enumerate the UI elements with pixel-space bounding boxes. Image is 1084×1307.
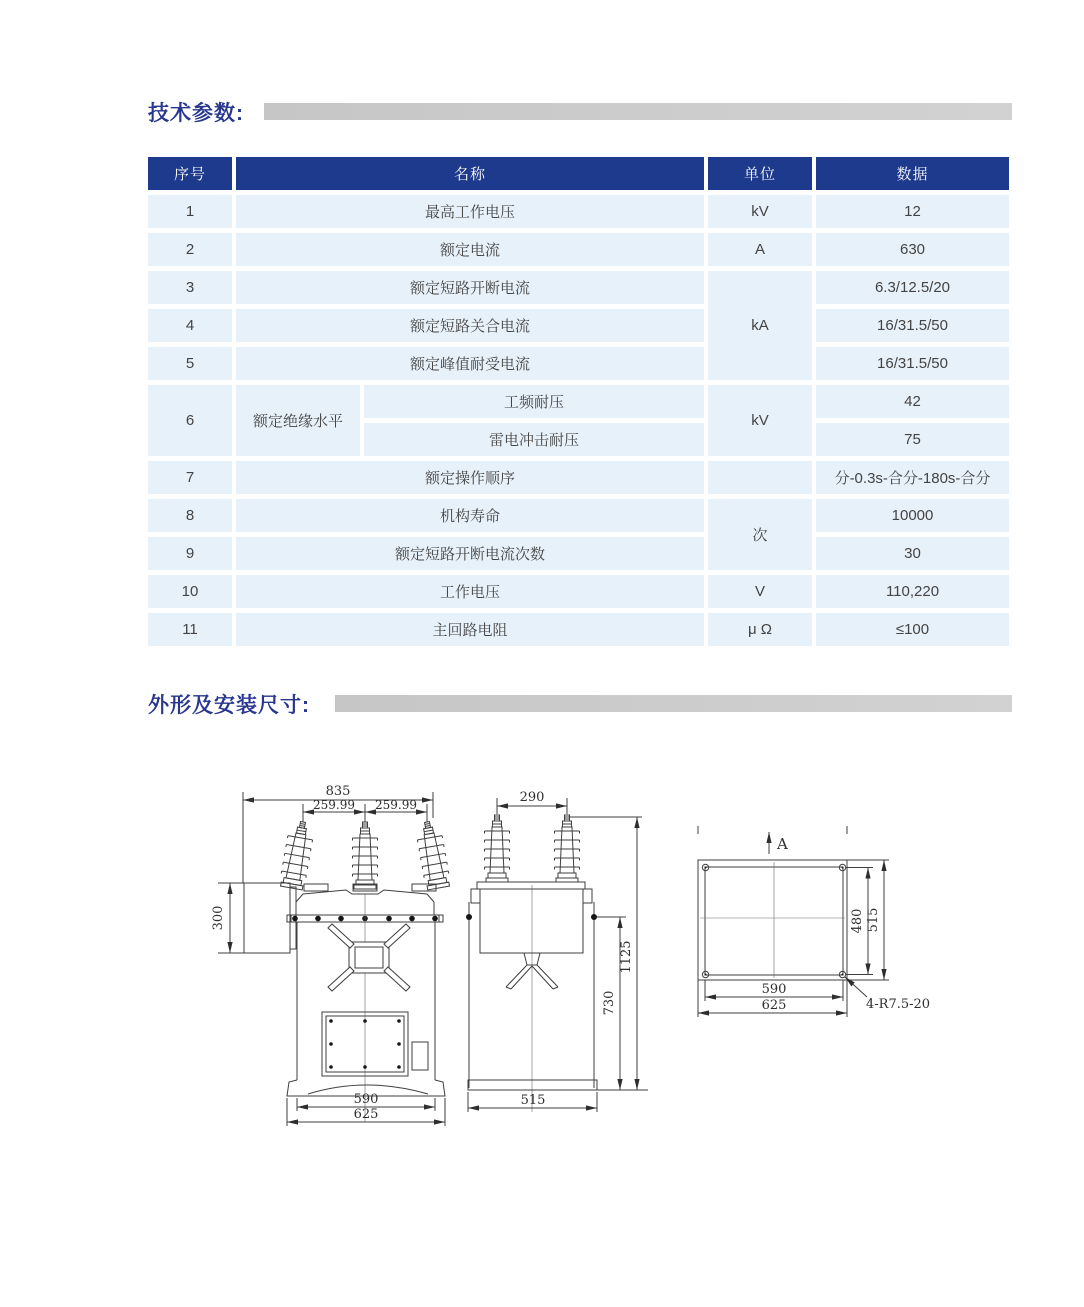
- dim-front-base-outer: 625: [353, 1107, 379, 1122]
- cell-no: 5: [148, 347, 232, 380]
- dim-bottom-hole-width: 590: [761, 982, 787, 997]
- dimension-drawings: [150, 770, 1030, 1160]
- mounting-plate-outer: [698, 860, 847, 980]
- cell-data: 12: [816, 195, 1009, 228]
- cell-unit: μ Ω: [708, 613, 812, 646]
- dim-side-total-height: 1125: [619, 940, 634, 974]
- cell-data: 110,220: [816, 575, 1009, 608]
- dim-bottom-plate-depth: 515: [866, 907, 881, 933]
- cell-sub-name: 雷电冲击耐压: [364, 423, 704, 456]
- section-title-technical-params: 技术参数:: [148, 102, 244, 125]
- cell-name: 额定短路开断电流次数: [236, 537, 704, 570]
- bushing-side-front: [485, 815, 510, 882]
- side-base: [468, 1080, 597, 1090]
- bottom-view: [698, 826, 930, 1017]
- cell-data: 16/31.5/50: [816, 309, 1009, 342]
- cell-no: 2: [148, 233, 232, 266]
- dim-front-base-inner: 590: [353, 1092, 379, 1107]
- side-view: [466, 790, 648, 1112]
- cell-data: 6.3/12.5/20: [816, 271, 1009, 304]
- dim-front-phase-spacing-left: 259.99: [313, 798, 355, 812]
- cell-data: 16/31.5/50: [816, 347, 1009, 380]
- section-label-a: A: [777, 835, 788, 853]
- cell-data: 75: [816, 423, 1009, 456]
- front-view: [211, 784, 451, 1126]
- cell-data: 分-0.3s-合分-180s-合分: [816, 461, 1009, 494]
- cell-data: 630: [816, 233, 1009, 266]
- dim-bottom-hole-depth: 480: [850, 908, 865, 934]
- cell-no: 9: [148, 537, 232, 570]
- hole-note-label: 4-R7.5-20: [866, 997, 931, 1012]
- dim-front-phase-spacing-right: 259.99: [375, 798, 417, 812]
- cell-name: 最高工作电压: [236, 195, 704, 228]
- cell-unit: V: [708, 575, 812, 608]
- cell-data: 30: [816, 537, 1009, 570]
- cell-group-name: 额定绝缘水平: [236, 385, 360, 456]
- bushing-left: [279, 820, 315, 890]
- cell-no: 3: [148, 271, 232, 304]
- dim-side-bushing-spacing: 290: [519, 790, 545, 805]
- bushing-right: [415, 820, 451, 890]
- cell-no: 8: [148, 499, 232, 532]
- cell-data: 10000: [816, 499, 1009, 532]
- technical-parameters-table: [148, 157, 1009, 646]
- bushing-middle: [353, 822, 378, 889]
- section-bar-decoration: [335, 695, 1012, 712]
- cell-sub-name: 工频耐压: [364, 385, 704, 418]
- cell-no: 11: [148, 613, 232, 646]
- cell-no: 10: [148, 575, 232, 608]
- cell-unit-merged-ci: 次: [708, 499, 812, 570]
- cell-no: 1: [148, 195, 232, 228]
- section-title-dimensions: 外形及安装尺寸:: [148, 694, 310, 717]
- control-box: [244, 883, 290, 953]
- dim-front-overall-width: 835: [325, 784, 351, 799]
- cell-name: 主回路电阻: [236, 613, 704, 646]
- cell-no: 6: [148, 385, 232, 456]
- col-header-name: 名称: [236, 157, 704, 190]
- cell-unit-merged-kv: kV: [708, 385, 812, 456]
- cell-data: ≤100: [816, 613, 1009, 646]
- cell-no: 7: [148, 461, 232, 494]
- cell-name: 额定短路开断电流: [236, 271, 704, 304]
- cell-name: 额定峰值耐受电流: [236, 347, 704, 380]
- x-brace: [328, 924, 410, 991]
- cell-no: 4: [148, 309, 232, 342]
- cell-data: 42: [816, 385, 1009, 418]
- dim-side-base-depth: 515: [520, 1093, 546, 1108]
- cell-name: 额定操作顺序: [236, 461, 704, 494]
- nameplate: [412, 1042, 428, 1070]
- cell-name: 额定短路关合电流: [236, 309, 704, 342]
- cell-unit-empty: [708, 461, 812, 494]
- cell-unit-merged-ka: kA: [708, 271, 812, 380]
- col-header-unit: 单位: [708, 157, 812, 190]
- side-tank: [480, 889, 583, 953]
- bushing-side-rear: [555, 815, 580, 882]
- dim-bottom-plate-width: 625: [761, 998, 787, 1013]
- col-header-no: 序号: [148, 157, 232, 190]
- dim-side-lower-height: 730: [602, 990, 617, 1016]
- section-bar-decoration: [264, 103, 1012, 120]
- dim-front-box-height: 300: [211, 905, 226, 931]
- cell-unit: A: [708, 233, 812, 266]
- cell-name: 额定电流: [236, 233, 704, 266]
- cell-unit: kV: [708, 195, 812, 228]
- cell-name: 工作电压: [236, 575, 704, 608]
- col-header-data: 数据: [816, 157, 1009, 190]
- cell-name: 机构寿命: [236, 499, 704, 532]
